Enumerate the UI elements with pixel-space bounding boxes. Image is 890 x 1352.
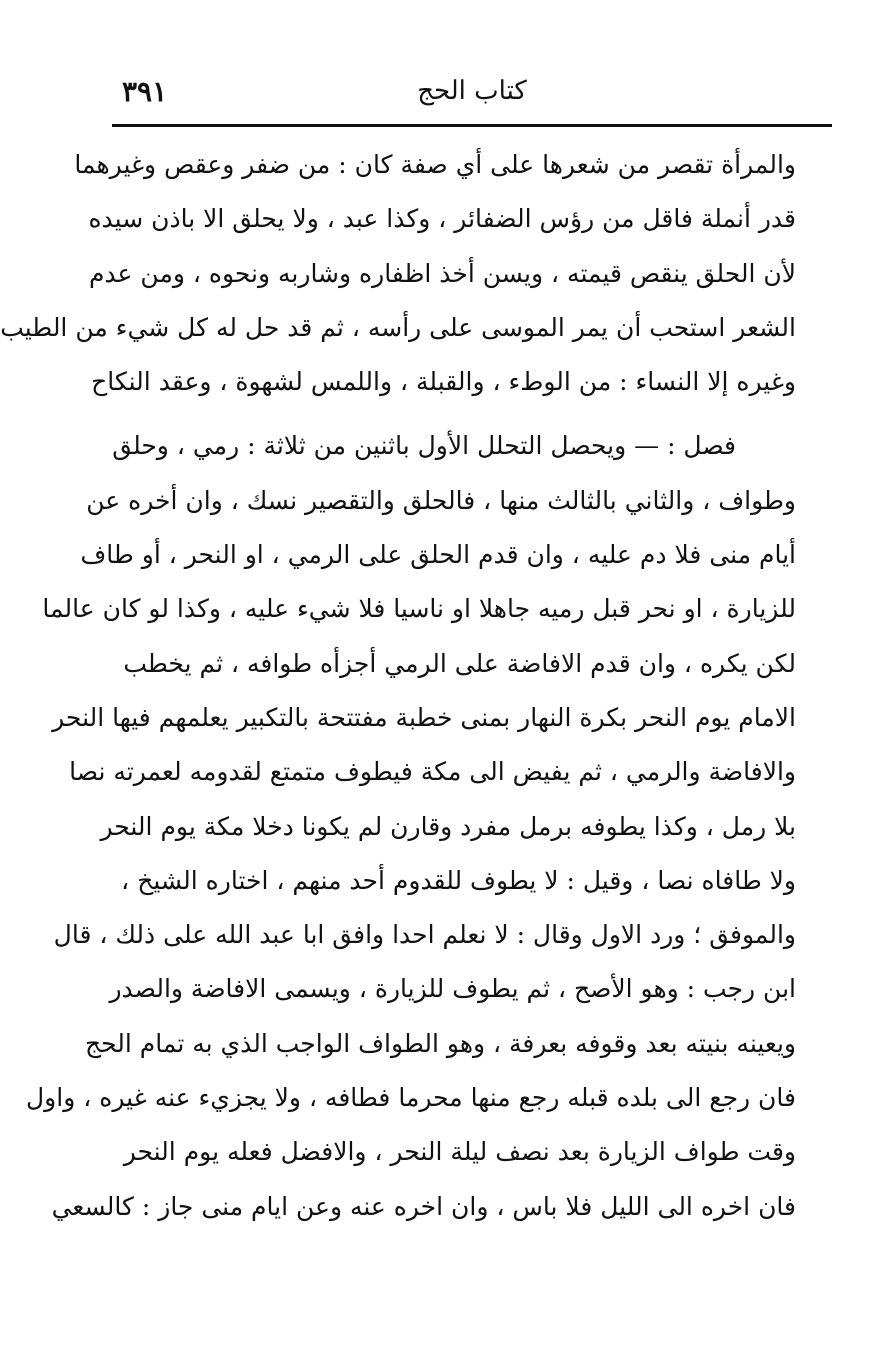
page-header — [116, 72, 828, 118]
text-line: ويعينه بنيته بعد وقوفه بعرفة ، وهو الطواف الواجب الذي به تمام الحج — [84, 1028, 796, 1058]
paragraph — [26, 419, 796, 1288]
text-line: الشعر استحب أن يمر الموسى على رأسه ، ثم قد حل له كل شيء من الطيب — [0, 312, 796, 342]
text-line: وطواف ، والثاني بالثالث منها ، فالحلق والتقصير نسك ، وان أخره عن — [86, 485, 796, 515]
text-line: قدر أنملة فاقل من رؤس الضفائر ، وكذا عبد ، ولا يحلق الا باذن سيده — [88, 204, 796, 234]
text-line: والمرأة تقصر من شعرها على أي صفة كان : من ضفر وعقص وغيرهما — [74, 150, 796, 179]
header-rule — [112, 124, 832, 127]
page-number: ٣٩١ — [122, 75, 168, 108]
text-line: بلا رمل ، وكذا يطوفه برمل مفرد وقارن لم يكونا دخلا مكة يوم النحر — [100, 811, 796, 841]
text-line: فان رجع الى بلده قبله رجع منها محرما فطافه ، ولا يجزيء عنه غيره ، واول — [26, 1083, 796, 1113]
text-line: لأن الحلق ينقص قيمته ، ويسن أخذ اظفاره وشاربه ونحوه ، ومن عدم — [88, 258, 796, 288]
text-line: والموفق ؛ ورد الاول وقال : لا نعلم احدا وافق ابا عبد الله على ذلك ، قال — [53, 920, 796, 950]
text-line: أيام منى فلا دم عليه ، وان قدم الحلق على الرمي ، او النحر ، أو طاف — [80, 540, 796, 570]
text-line: وغيره إلا النساء : من الوطء ، والقبلة ، واللمس لشهوة ، وعقد النكاح — [91, 367, 796, 397]
text-line: وقت طواف الزيارة بعد نصف ليلة النحر ، والافضل فعله يوم النحر — [123, 1137, 796, 1167]
text-line — [130, 1234, 796, 1288]
text-line: ابن رجب : وهو الأصح ، ثم يطوف للزيارة ، ويسمى الافاضة والصدر — [109, 974, 796, 1004]
text-line: فان اخره الى الليل فلا باس ، وان اخره عنه وعن ايام منى جاز : كالسعي — [51, 1191, 796, 1221]
paragraph — [0, 138, 796, 409]
text-line: للزيارة ، او نحر قبل رميه جاهلا او ناسيا فلا شيء عليه ، وكذا لو كان عالما — [42, 594, 796, 624]
paragraph-gap — [130, 409, 796, 419]
text-line: الامام يوم النحر بكرة النهار بمنى خطبة مفتتحة بالتكبير يعلمهم فيها النحر — [52, 702, 796, 732]
text-line: ولا طافاه نصا ، وقيل : لا يطوف للقدوم أحد منهم ، اختاره الشيخ ، — [121, 865, 796, 895]
running-title: كتاب الحج — [417, 76, 527, 106]
text-line: لكن يكره ، وان قدم الافاضة على الرمي أجزأه طوافه ، ثم يخطب — [123, 648, 796, 678]
body-text — [0, 138, 796, 1288]
text-line: والافاضة والرمي ، ثم يفيض الى مكة فيطوف متمتع لقدومه لعمرته نصا — [69, 757, 796, 787]
section-heading-line: فصل : — ويحصل التحلل الأول باثنين من ثلاثة : رمي ، وحلق — [112, 431, 736, 461]
